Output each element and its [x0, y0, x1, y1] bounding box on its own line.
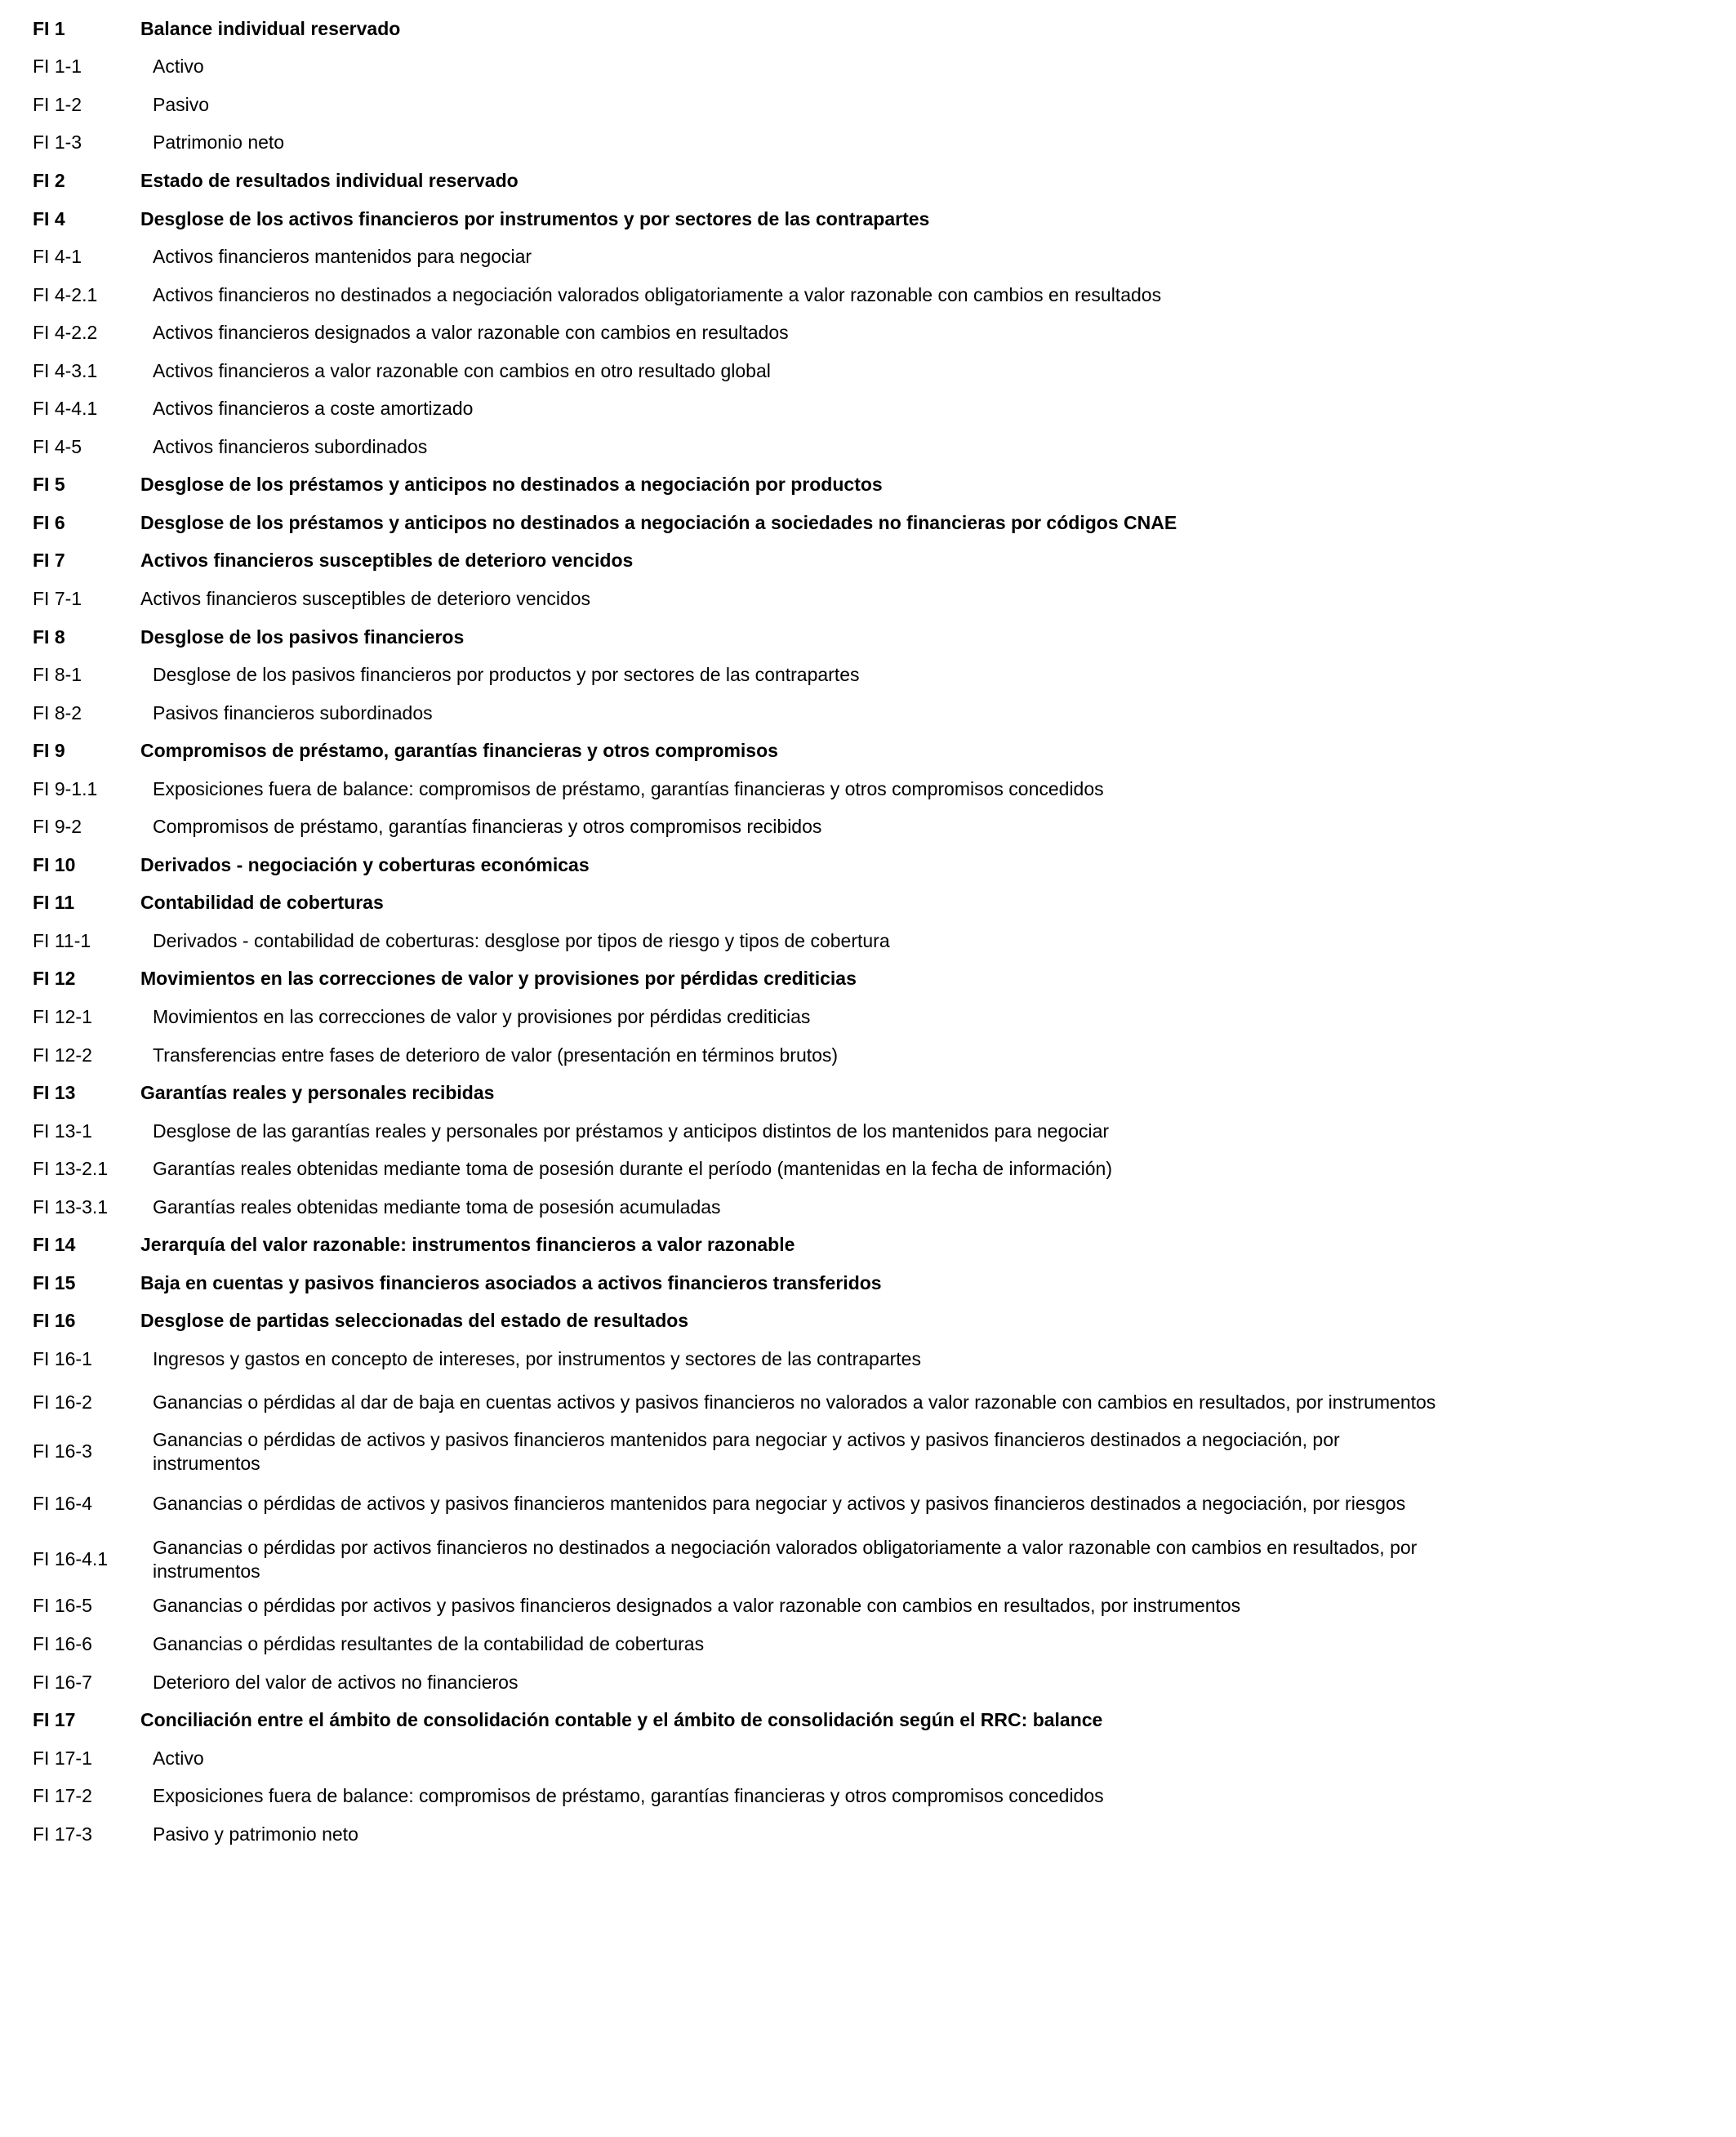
template-code: FI 1-3	[33, 131, 82, 154]
template-code: FI 8-2	[33, 701, 82, 723]
template-title: Activos financieros subordinados	[153, 435, 428, 457]
template-code: FI 16-7	[33, 1671, 92, 1693]
template-title: Derivados - negociación y coberturas económicas	[140, 853, 590, 875]
table-row	[33, 1739, 1437, 1778]
template-code: FI 12-1	[33, 1005, 92, 1027]
table-row	[33, 238, 1437, 276]
table-row	[33, 770, 1437, 808]
table-row	[33, 1150, 1437, 1188]
template-title: Activos financieros a valor razonable con cambios en otro resultado global	[153, 359, 771, 381]
template-title: Garantías reales y personales recibidas	[140, 1082, 495, 1104]
template-code: FI 16-5	[33, 1595, 92, 1617]
template-code: FI 2	[33, 169, 65, 191]
template-title: Compromisos de préstamo, garantías financieras y otros compromisos	[140, 740, 778, 762]
table-row	[33, 1663, 1437, 1702]
template-code: FI 4-2.2	[33, 322, 98, 344]
template-code: FI 13-3.1	[33, 1195, 109, 1218]
section-row	[33, 960, 1437, 999]
template-code: FI 16-4.1	[33, 1548, 109, 1570]
template-code: FI 7-1	[33, 587, 82, 609]
template-title: Ganancias o pérdidas de activos y pasivos financieros mantenidos para negociar y activos y pasivos financieros destinados a negociación, por instrumentos	[153, 1428, 1340, 1474]
template-code: FI 16-6	[33, 1633, 92, 1654]
template-title: Ingresos y gastos en concepto de intereses, por instrumentos y sectores de las contrapartes	[153, 1347, 921, 1369]
template-code: FI 14	[33, 1234, 76, 1256]
template-code: FI 17-1	[33, 1747, 92, 1769]
section-row	[33, 504, 1437, 542]
template-title: Desglose de los préstamos y anticipos no destinados a negociación por productos	[140, 474, 883, 496]
template-title: Activos financieros a coste amortizado	[153, 398, 474, 420]
table-row	[33, 1378, 1437, 1427]
template-code: FI 13-2.1	[33, 1158, 109, 1180]
template-title: Pasivos financieros subordinados	[153, 701, 433, 723]
template-title: Pasivo	[153, 93, 210, 115]
template-title: Activos financieros susceptibles de deterioro vencidos	[140, 550, 634, 572]
section-row	[33, 1264, 1437, 1302]
section-row	[33, 1074, 1437, 1112]
template-title: Activos financieros designados a valor razonable con cambios en resultados	[153, 322, 789, 344]
template-code: FI 1	[33, 17, 65, 39]
template-code: FI 11	[33, 892, 75, 914]
template-code: FI 9	[33, 740, 65, 762]
template-title: Baja en cuentas y pasivos financieros asociados a activos financieros transferidos	[140, 1271, 882, 1293]
template-title: Ganancias o pérdidas de activos y pasivos financieros mantenidos para negociar y activos y pasivos financieros destinados a negociación, por riesgos	[153, 1493, 1406, 1515]
section-row	[33, 10, 1437, 48]
template-code: FI 17-2	[33, 1785, 92, 1807]
template-title: Exposiciones fuera de balance: compromisos de préstamo, garantías financieras y otros compromisos concedidos	[153, 1785, 1104, 1807]
template-code: FI 12-2	[33, 1044, 92, 1066]
table-row	[33, 1815, 1437, 1854]
template-title: Activos financieros mantenidos para negociar	[153, 246, 532, 268]
template-title: Desglose de los pasivos financieros	[140, 626, 465, 648]
template-title: Compromisos de préstamo, garantías financieras y otros compromisos recibidos	[153, 816, 822, 838]
table-row	[33, 1476, 1437, 1532]
template-title: Desglose de las garantías reales y personales por préstamos y anticipos distintos de los mantenidos para negociar	[153, 1120, 1110, 1142]
template-title: Ganancias o pérdidas por activos y pasivos financieros designados a valor razonable con cambios en resultados, por instrumentos	[153, 1595, 1241, 1617]
template-code: FI 17-3	[33, 1823, 92, 1845]
template-code: FI 13	[33, 1082, 76, 1104]
template-title: Ganancias o pérdidas resultantes de la contabilidad de coberturas	[153, 1633, 705, 1654]
section-row	[33, 162, 1437, 200]
template-title: Contabilidad de coberturas	[140, 892, 384, 914]
template-code: FI 11-1	[33, 929, 91, 951]
template-code: FI 4	[33, 207, 65, 229]
template-code: FI 16-2	[33, 1391, 92, 1414]
template-title: Desglose de partidas seleccionadas del estado de resultados	[140, 1310, 689, 1332]
table-row	[33, 1532, 1437, 1587]
table-row	[33, 1777, 1437, 1815]
template-code: FI 15	[33, 1271, 76, 1293]
table-row	[33, 1112, 1437, 1151]
template-title: Activos financieros no destinados a negociación valorados obligatoriamente a valor razonable con cambios en resultados	[153, 283, 1162, 305]
template-code: FI 4-4.1	[33, 398, 98, 420]
template-title: Ganancias o pérdidas por activos financieros no destinados a negociación valorados obligatoriamente a valor razonable con cambios en resultados, por instrumentos	[153, 1536, 1418, 1582]
template-code: FI 16-3	[33, 1440, 92, 1463]
template-title: Ganancias o pérdidas al dar de baja en cuentas activos y pasivos financieros no valorados a valor razonable con cambios en resultados, por instrumentos	[153, 1391, 1436, 1414]
section-row	[33, 1701, 1437, 1739]
section-row	[33, 618, 1437, 657]
template-title: Activo	[153, 1747, 204, 1769]
template-title: Balance individual reservado	[140, 17, 401, 39]
template-title: Derivados - contabilidad de coberturas: desglose por tipos de riesgo y tipos de cobertura	[153, 929, 890, 951]
template-title: Transferencias entre fases de deterioro de valor (presentación en términos brutos)	[153, 1044, 839, 1066]
template-code: FI 17	[33, 1709, 76, 1731]
template-code: FI 16	[33, 1310, 76, 1332]
template-code: FI 9-2	[33, 816, 82, 838]
template-code: FI 12	[33, 968, 76, 990]
section-row	[33, 200, 1437, 238]
template-code: FI 8	[33, 626, 65, 648]
template-code: FI 6	[33, 511, 65, 533]
table-row	[33, 1587, 1437, 1626]
template-title: Desglose de los activos financieros por instrumentos y por sectores de las contrapartes	[140, 207, 930, 229]
table-row	[33, 390, 1437, 428]
table-row	[33, 1625, 1437, 1663]
template-title: Deterioro del valor de activos no financieros	[153, 1671, 519, 1693]
template-code: FI 16-1	[33, 1347, 92, 1369]
template-title: Movimientos en las correcciones de valor y provisiones por pérdidas crediticias	[153, 1005, 811, 1027]
template-title: Pasivo y patrimonio neto	[153, 1823, 358, 1845]
template-title: Garantías reales obtenidas mediante toma de posesión acumuladas	[153, 1195, 721, 1218]
template-title: Garantías reales obtenidas mediante toma de posesión durante el período (mantenidas en la fecha de información)	[153, 1158, 1112, 1180]
table-row	[33, 998, 1437, 1036]
section-row	[33, 884, 1437, 923]
table-row	[33, 276, 1437, 314]
template-code: FI 8-1	[33, 664, 82, 686]
template-code: FI 4-5	[33, 435, 82, 457]
table-row	[33, 314, 1437, 352]
table-row	[33, 694, 1437, 732]
table-row	[33, 86, 1437, 124]
template-index-table	[33, 10, 1437, 1854]
section-row	[33, 542, 1437, 581]
template-title: Jerarquía del valor razonable: instrumentos financieros a valor razonable	[140, 1234, 795, 1256]
template-code: FI 5	[33, 474, 65, 496]
table-row	[33, 1340, 1437, 1378]
template-title: Desglose de los pasivos financieros por productos y por sectores de las contrapartes	[153, 664, 860, 686]
table-row	[33, 1036, 1437, 1075]
template-code: FI 13-1	[33, 1120, 92, 1142]
template-code: FI 4-1	[33, 246, 82, 268]
template-code: FI 16-4	[33, 1493, 92, 1515]
template-title: Conciliación entre el ámbito de consolidación contable y el ámbito de consolidación según el RRC: balance	[140, 1709, 1103, 1731]
template-title: Estado de resultados individual reservado	[140, 169, 519, 191]
template-title: Patrimonio neto	[153, 131, 285, 154]
template-code: FI 7	[33, 550, 65, 572]
template-code: FI 4-2.1	[33, 283, 98, 305]
template-code: FI 10	[33, 853, 76, 875]
template-title: Movimientos en las correcciones de valor y provisiones por pérdidas crediticias	[140, 968, 857, 990]
template-code: FI 1-1	[33, 56, 82, 78]
table-row	[33, 1427, 1437, 1476]
section-row	[33, 732, 1437, 770]
table-row	[33, 48, 1437, 87]
table-row	[33, 1188, 1437, 1227]
template-code: FI 1-2	[33, 93, 82, 115]
table-row	[33, 922, 1437, 960]
section-row	[33, 1227, 1437, 1265]
template-title: Activo	[153, 56, 204, 78]
table-row	[33, 124, 1437, 163]
table-row	[33, 580, 1437, 618]
table-row	[33, 808, 1437, 846]
table-row	[33, 352, 1437, 390]
section-row	[33, 846, 1437, 884]
table-row	[33, 428, 1437, 466]
table-row	[33, 656, 1437, 694]
template-title: Exposiciones fuera de balance: compromisos de préstamo, garantías financieras y otros compromisos concedidos	[153, 777, 1104, 799]
template-title: Desglose de los préstamos y anticipos no destinados a negociación a sociedades no financieras por códigos CNAE	[140, 511, 1177, 533]
template-code: FI 4-3.1	[33, 359, 98, 381]
template-title: Activos financieros susceptibles de deterioro vencidos	[140, 587, 591, 609]
template-code: FI 9-1.1	[33, 777, 98, 799]
section-row	[33, 466, 1437, 505]
section-row	[33, 1302, 1437, 1341]
